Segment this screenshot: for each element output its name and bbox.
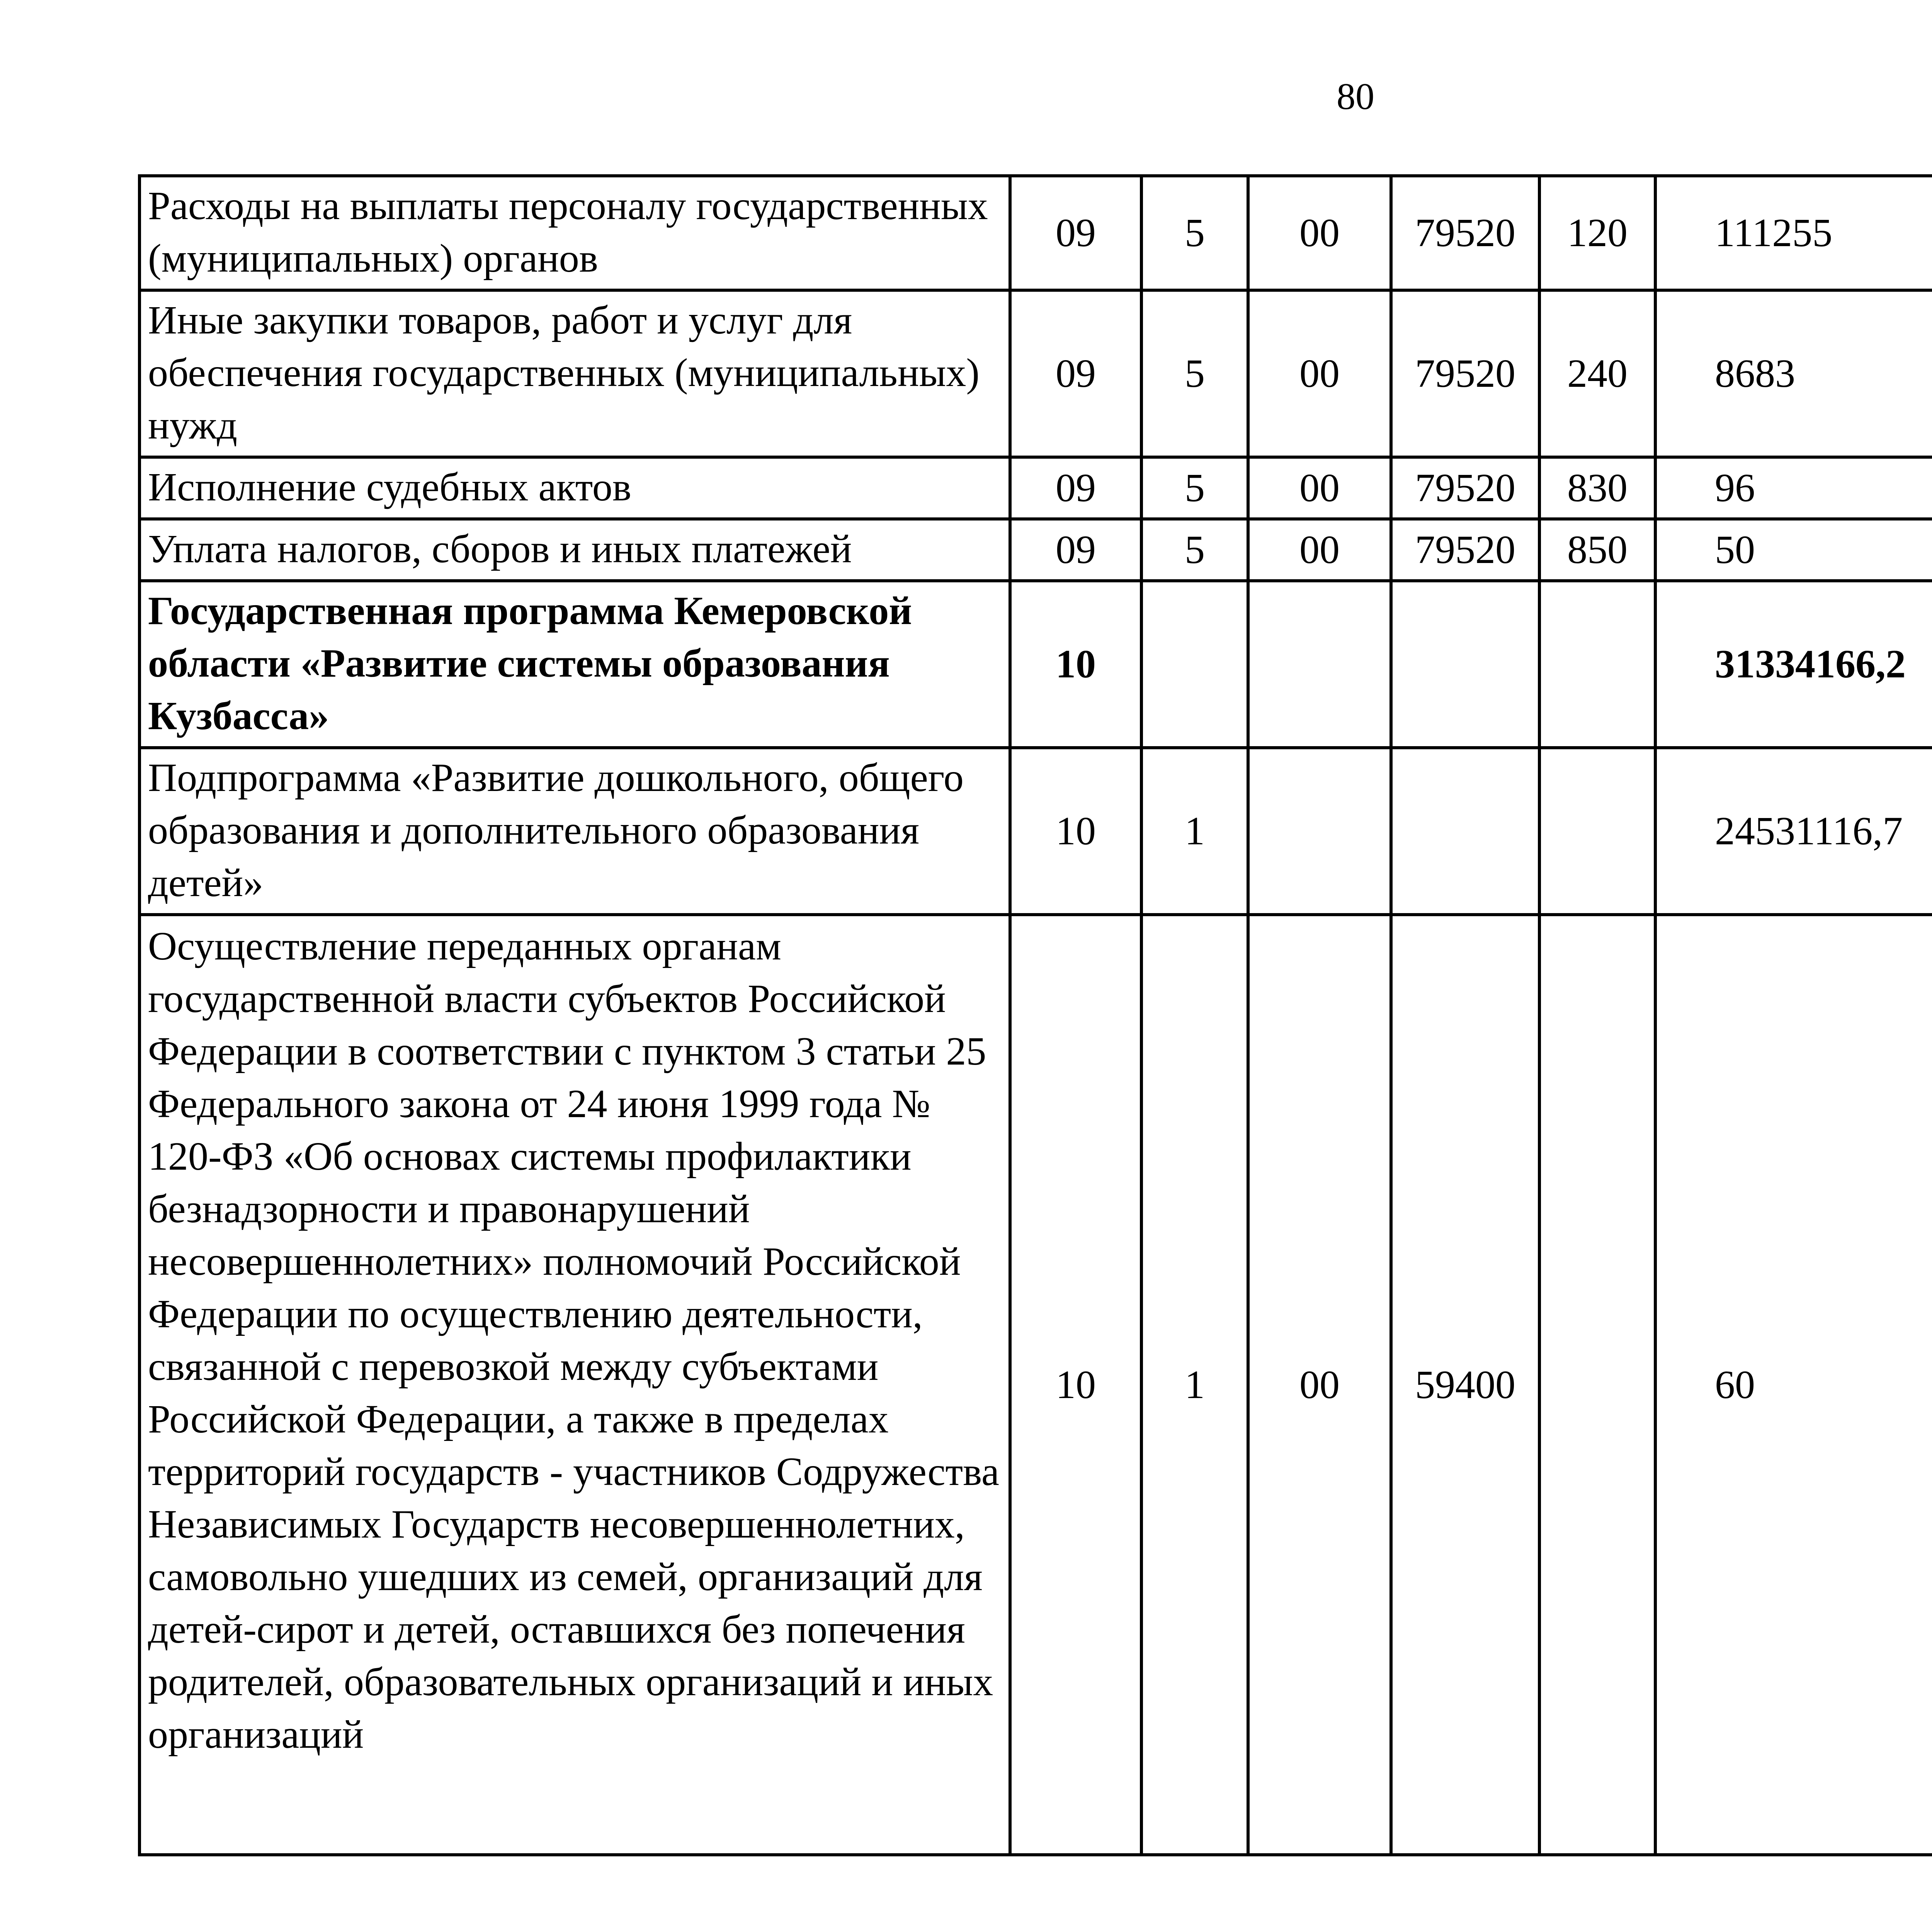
target-code: 59400 bbox=[1391, 915, 1539, 1855]
direction-code: 00 bbox=[1248, 290, 1391, 457]
target-code: 79520 bbox=[1391, 290, 1539, 457]
table-row bbox=[139, 581, 1932, 748]
subprogram-code: 5 bbox=[1141, 519, 1248, 581]
table-row bbox=[139, 176, 1932, 290]
page-number: 80 bbox=[1337, 76, 1374, 117]
expense-type-code: 850 bbox=[1539, 519, 1655, 581]
row-name: Исполнение судебных актов bbox=[139, 457, 1010, 519]
table-row bbox=[139, 457, 1932, 519]
amount-year-1: 50 bbox=[1655, 519, 1932, 581]
target-code: 79520 bbox=[1391, 457, 1539, 519]
subprogram-code: 5 bbox=[1141, 457, 1248, 519]
row-name: Иные закупки товаров, работ и услуг для обеспечения государственных (муниципальных) нужд bbox=[139, 290, 1010, 457]
direction-code bbox=[1248, 581, 1391, 748]
amount-year-1: 60 bbox=[1655, 915, 1932, 1855]
amount-year-1: 24531116,7 bbox=[1655, 748, 1932, 915]
section-code: 09 bbox=[1010, 176, 1141, 290]
section-code: 10 bbox=[1010, 748, 1141, 915]
table-row bbox=[139, 290, 1932, 457]
direction-code: 00 bbox=[1248, 519, 1391, 581]
target-code: 79520 bbox=[1391, 176, 1539, 290]
section-code: 09 bbox=[1010, 519, 1141, 581]
amount-year-1: 111255 bbox=[1655, 176, 1932, 290]
expense-type-code bbox=[1539, 748, 1655, 915]
row-name: Уплата налогов, сборов и иных платежей bbox=[139, 519, 1010, 581]
subprogram-code: 1 bbox=[1141, 915, 1248, 1855]
expense-type-code: 830 bbox=[1539, 457, 1655, 519]
row-name: Подпрограмма «Развитие дошкольного, общего образования и дополнительного образования детей» bbox=[139, 748, 1010, 915]
section-code: 10 bbox=[1010, 581, 1141, 748]
target-code bbox=[1391, 581, 1539, 748]
subprogram-code: 5 bbox=[1141, 290, 1248, 457]
direction-code: 00 bbox=[1248, 176, 1391, 290]
row-name: Государственная программа Кемеровской области «Развитие системы образования Кузбасса» bbox=[139, 581, 1010, 748]
target-code: 79520 bbox=[1391, 519, 1539, 581]
amount-year-1: 31334166,2 bbox=[1655, 581, 1932, 748]
expense-type-code bbox=[1539, 581, 1655, 748]
target-code bbox=[1391, 748, 1539, 915]
table-row bbox=[139, 915, 1932, 1855]
section-code: 09 bbox=[1010, 290, 1141, 457]
subprogram-code: 5 bbox=[1141, 176, 1248, 290]
direction-code: 00 bbox=[1248, 457, 1391, 519]
direction-code: 00 bbox=[1248, 915, 1391, 1855]
amount-year-1: 96 bbox=[1655, 457, 1932, 519]
direction-code bbox=[1248, 748, 1391, 915]
row-name: Осуществление переданных органам государственной власти субъектов Российской Федерации в соответствии с пунктом 3 статьи 25 Федерального закона от 24 июня 1999 года № 120-ФЗ «Об основах системы профилактики безнадзорности и правонарушений несовершеннолетних» полномочий Российской Федерации по осуществлению деятельности, связанной с перевозкой между субъектами Российской Федерации, а также в пределах территорий государств - участников Содружества Независимых Государств несовершеннолетних, самовольно ушедших из семей, организаций для детей-сирот и детей, оставшихся без попечения родителей, образовательных организаций и иных организаций bbox=[139, 915, 1010, 1855]
expense-type-code: 240 bbox=[1539, 290, 1655, 457]
expense-type-code: 120 bbox=[1539, 176, 1655, 290]
amount-year-1: 8683 bbox=[1655, 290, 1932, 457]
expense-type-code bbox=[1539, 915, 1655, 1855]
subprogram-code bbox=[1141, 581, 1248, 748]
section-code: 09 bbox=[1010, 457, 1141, 519]
subprogram-code: 1 bbox=[1141, 748, 1248, 915]
budget-table bbox=[138, 174, 1932, 1856]
section-code: 10 bbox=[1010, 915, 1141, 1855]
row-name: Расходы на выплаты персоналу государственных (муниципальных) органов bbox=[139, 176, 1010, 290]
table-row bbox=[139, 519, 1932, 581]
table-row bbox=[139, 748, 1932, 915]
